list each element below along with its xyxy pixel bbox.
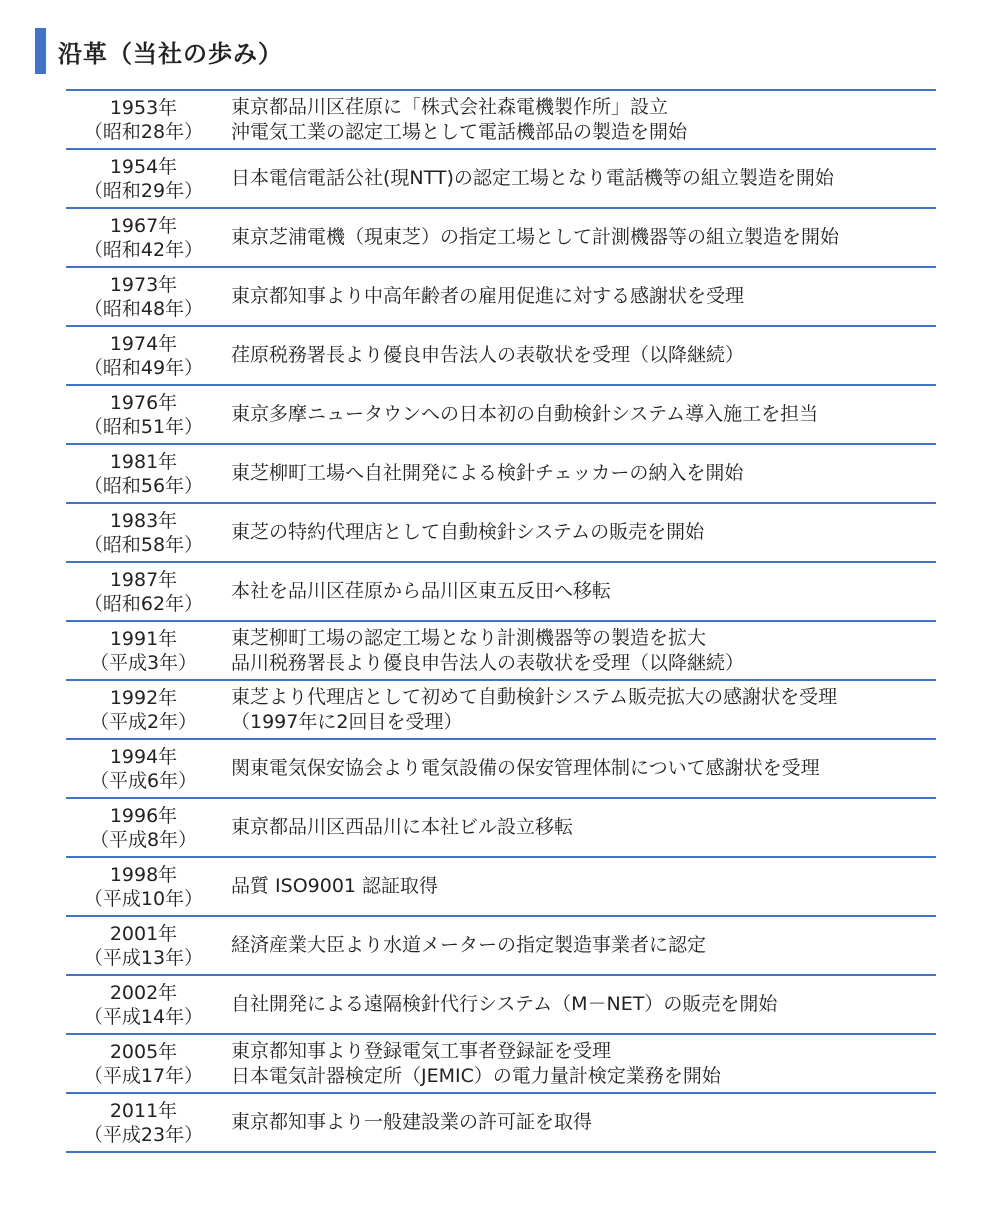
event-text: 東芝の特約代理店として自動検針システムの販売を開始 (231, 521, 705, 543)
event-cell (221, 622, 936, 679)
year-cell (66, 268, 221, 325)
timeline-row (66, 91, 936, 150)
era-label: （昭和51年） (83, 415, 204, 438)
event-text: 東京芝浦電機（現東芝）の指定工場として計測機器等の組立製造を開始 (231, 226, 840, 248)
event-text: 東芝より代理店として初めて自動検針システム販売拡大の感謝状を受理 (231, 685, 838, 708)
event-text: 荏原税務署長より優良申告法人の表敬状を受理（以降継続） (231, 344, 745, 366)
year-label: 1987年 (109, 568, 178, 591)
timeline-row (66, 681, 936, 740)
year-label: 1994年 (109, 745, 178, 768)
timeline-row (66, 799, 936, 858)
event-text: 東京多摩ニュータウンへの日本初の自動検針システム導入施工を担当 (231, 403, 819, 425)
event-cell (221, 799, 936, 856)
era-label: （昭和58年） (83, 533, 204, 556)
event-text: 東京都知事より一般建設業の許可証を取得 (231, 1111, 593, 1133)
timeline-row (66, 504, 936, 563)
event-cell (221, 327, 936, 384)
event-cell (221, 91, 936, 148)
year-cell (66, 327, 221, 384)
timeline-row (66, 209, 936, 268)
year-label: 2011年 (109, 1099, 178, 1122)
event-text: 東京都品川区西品川に本社ビル設立移転 (231, 816, 574, 838)
timeline-row (66, 150, 936, 209)
era-label: （昭和28年） (83, 120, 204, 143)
event-text: 沖電気工業の認定工場として電話機部品の製造を開始 (231, 120, 688, 143)
era-label: （平成8年） (89, 828, 198, 851)
event-cell (221, 268, 936, 325)
era-label: （昭和29年） (83, 179, 204, 202)
year-cell (66, 209, 221, 266)
event-text: （1997年に2回目を受理） (231, 710, 463, 733)
event-text: 東京都知事より中高年齢者の雇用促進に対する感謝状を受理 (231, 285, 745, 307)
era-label: （昭和48年） (83, 297, 204, 320)
event-cell (221, 1035, 936, 1092)
timeline-row (66, 858, 936, 917)
event-cell (221, 445, 936, 502)
year-cell (66, 917, 221, 974)
era-label: （昭和56年） (83, 474, 204, 497)
timeline-row (66, 917, 936, 976)
event-text: 東京都品川区荏原に「株式会社森電機製作所」設立 (231, 95, 669, 118)
event-text: 東京都知事より登録電気工事者登録証を受理 (231, 1039, 612, 1062)
timeline-row (66, 622, 936, 681)
year-label: 1953年 (109, 96, 178, 119)
era-label: （昭和42年） (83, 238, 204, 261)
section-heading (35, 28, 283, 74)
event-cell (221, 209, 936, 266)
era-label: （平成23年） (83, 1123, 204, 1146)
timeline-row (66, 976, 936, 1035)
timeline-row (66, 740, 936, 799)
timeline-row (66, 327, 936, 386)
year-cell (66, 681, 221, 738)
year-cell (66, 445, 221, 502)
event-text: 東芝柳町工場の認定工場となり計測機器等の製造を拡大 (231, 626, 707, 649)
page-title: 沿革（当社の歩み） (58, 39, 283, 68)
event-cell (221, 1094, 936, 1151)
timeline-row (66, 563, 936, 622)
era-label: （平成2年） (89, 710, 198, 733)
event-cell (221, 858, 936, 915)
event-cell (221, 386, 936, 443)
timeline-row (66, 445, 936, 504)
year-label: 1954年 (109, 155, 178, 178)
event-text: 関東電気保安協会より電気設備の保安管理体制について感謝状を受理 (231, 757, 820, 779)
event-cell (221, 740, 936, 797)
era-label: （昭和62年） (83, 592, 204, 615)
era-label: （平成3年） (89, 651, 198, 674)
timeline-row (66, 268, 936, 327)
heading-accent-bar (35, 28, 46, 74)
era-label: （平成10年） (83, 887, 204, 910)
event-text: 日本電信電話公社(現NTT)の認定工場となり電話機等の組立製造を開始 (231, 167, 834, 189)
year-label: 1981年 (109, 450, 178, 473)
event-text: 自社開発による遠隔検針代行システム（M－NET）の販売を開始 (231, 993, 778, 1015)
timeline-row (66, 1094, 936, 1153)
year-cell (66, 976, 221, 1033)
year-label: 1991年 (109, 627, 178, 650)
year-cell (66, 622, 221, 679)
era-label: （平成13年） (83, 946, 204, 969)
year-cell (66, 504, 221, 561)
timeline-row (66, 1035, 936, 1094)
event-text: 品川税務署長より優良申告法人の表敬状を受理（以降継続） (231, 651, 745, 674)
event-text: 本社を品川区荏原から品川区東五反田へ移転 (231, 580, 612, 602)
event-cell (221, 681, 936, 738)
year-label: 1967年 (109, 214, 178, 237)
year-label: 1976年 (109, 391, 178, 414)
year-label: 2005年 (109, 1040, 178, 1063)
year-label: 1973年 (109, 273, 178, 296)
event-cell (221, 976, 936, 1033)
event-text: 日本電気計器検定所（JEMIC）の電力量計検定業務を開始 (231, 1064, 721, 1087)
event-cell (221, 150, 936, 207)
year-label: 1992年 (109, 686, 178, 709)
year-label: 1998年 (109, 863, 178, 886)
event-cell (221, 504, 936, 561)
year-label: 1996年 (109, 804, 178, 827)
year-cell (66, 563, 221, 620)
year-cell (66, 858, 221, 915)
era-label: （昭和49年） (83, 356, 204, 379)
year-cell (66, 150, 221, 207)
year-cell (66, 386, 221, 443)
history-timeline-table (66, 89, 936, 1153)
era-label: （平成6年） (89, 769, 198, 792)
era-label: （平成17年） (83, 1064, 204, 1087)
year-cell (66, 1035, 221, 1092)
year-label: 1974年 (109, 332, 178, 355)
event-cell (221, 917, 936, 974)
year-cell (66, 91, 221, 148)
year-label: 2002年 (109, 981, 178, 1004)
event-text: 東芝柳町工場へ自社開発による検針チェッカーの納入を開始 (231, 462, 744, 484)
year-cell (66, 740, 221, 797)
event-cell (221, 563, 936, 620)
event-text: 品質 ISO9001 認証取得 (231, 875, 439, 897)
event-text: 経済産業大臣より水道メーターの指定製造事業者に認定 (231, 934, 707, 956)
year-label: 2001年 (109, 922, 178, 945)
year-label: 1983年 (109, 509, 178, 532)
year-cell (66, 1094, 221, 1151)
year-cell (66, 799, 221, 856)
era-label: （平成14年） (83, 1005, 204, 1028)
timeline-row (66, 386, 936, 445)
